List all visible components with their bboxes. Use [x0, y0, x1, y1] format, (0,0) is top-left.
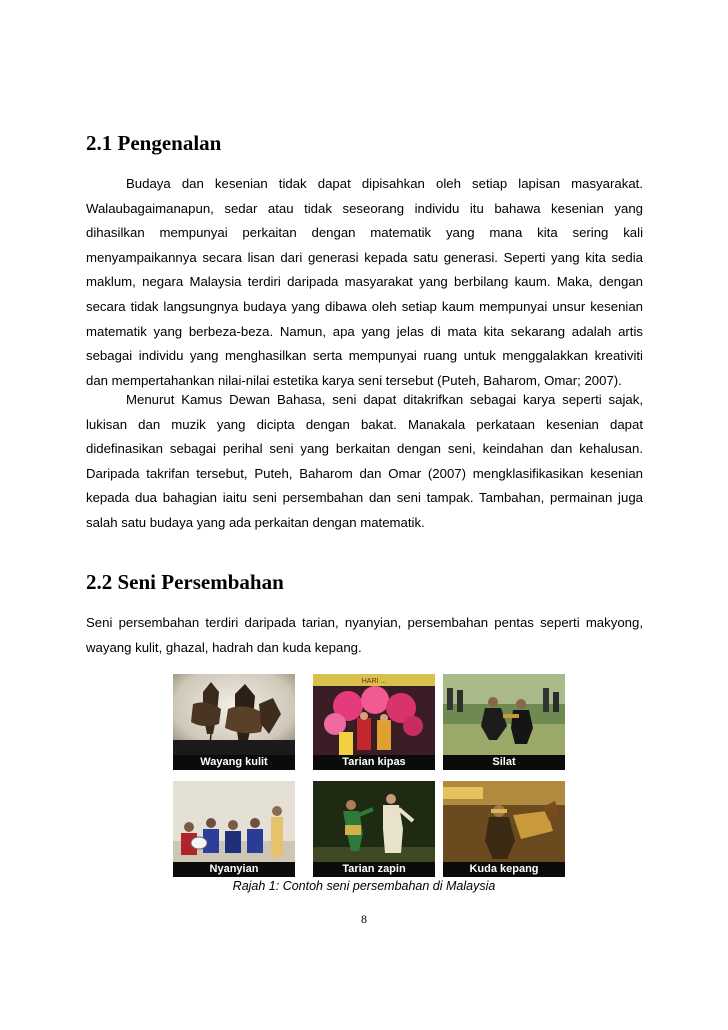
banner-text: HARI ...	[361, 678, 387, 685]
section-heading-pengenalan: 2.1 Pengenalan	[86, 131, 222, 155]
caption-nyanyian: Nyanyian	[173, 862, 295, 877]
paragraph-1-text: Budaya dan kesenian tidak dapat dipisahkan oleh setiap lapisan masyarakat. Walaubagaimanapun, sedar atau tidak seseorang individu itu bahawa kesenian yang dihasilkan mempunyai perkaitan dengan matematik yang mana kita sering kali menyampaikannya secara lisan dari generasi kepada satu generasi. Seperti yang kita sedia maklum, negara Malaysia terdiri daripada masyarakat yang berbilang kaum. Maka, dengan secara tidak langsungnya budaya yang dibawa oleh setiap kaum mempunyai unsur kesenian matematik yang berbeza-beza. Namun, apa yang jelas di mata kita sekarang adalah artis sebagai individu yang menghasilkan serta mempunyai ruang untuk menggalakkan kreativiti dan mempertahankan nilai-nilai estetika karya seni tersebut (Puteh, Baharom, Omar; 2007).	[86, 176, 643, 388]
nyanyian-image	[173, 781, 295, 863]
wayang-kulit-image	[173, 674, 295, 756]
photo-tarian-kipas	[313, 674, 435, 770]
paragraph-2-text: Menurut Kamus Dewan Bahasa, seni dapat ditakrifkan sebagai karya seperti sajak, lukisan dan muzik yang dicipta dengan bakat. Manakala perkataan kesenian dapat didefinasikan sebagai perihal seni yang berkaitan dengan seni, keindahan dan kehalusan. Daripada takrifan tersebut, Puteh, Baharom dan Omar (2007) mengklasifikasikan kesenian kepada dua bahagian iaitu seni persembahan dan seni tampak. Tambahan, permainan juga salah satu budaya yang ada perkaitan dengan matematik.	[86, 392, 643, 530]
section-heading-seni-persembahan: 2.2 Seni Persembahan	[86, 570, 284, 594]
paragraph-1	[86, 172, 643, 393]
caption-tarian-zapin: Tarian zapin	[313, 862, 435, 877]
photo-nyanyian	[173, 781, 295, 877]
figure-caption: Rajah 1: Contoh seni persembahan di Malaysia	[232, 879, 496, 893]
photo-wayang-kulit	[173, 674, 295, 770]
photo-tarian-zapin	[313, 781, 435, 877]
page-number: 8	[361, 912, 367, 926]
photo-kuda-kepang	[443, 781, 565, 877]
kuda-kepang-image	[443, 781, 565, 863]
caption-wayang-kulit: Wayang kulit	[173, 755, 295, 770]
tarian-zapin-image	[313, 781, 435, 863]
photo-silat	[443, 674, 565, 770]
paragraph-2	[86, 388, 643, 536]
caption-silat: Silat	[443, 755, 565, 770]
paragraph-3	[86, 611, 643, 660]
caption-tarian-kipas: Tarian kipas	[313, 755, 435, 770]
silat-image	[443, 674, 565, 756]
tarian-kipas-image	[313, 674, 435, 756]
caption-kuda-kepang: Kuda kepang	[443, 862, 565, 877]
paragraph-3-text: Seni persembahan terdiri daripada tarian, nyanyian, persembahan pentas seperti makyong, wayang kulit, ghazal, hadrah dan kuda kepang.	[86, 615, 643, 655]
